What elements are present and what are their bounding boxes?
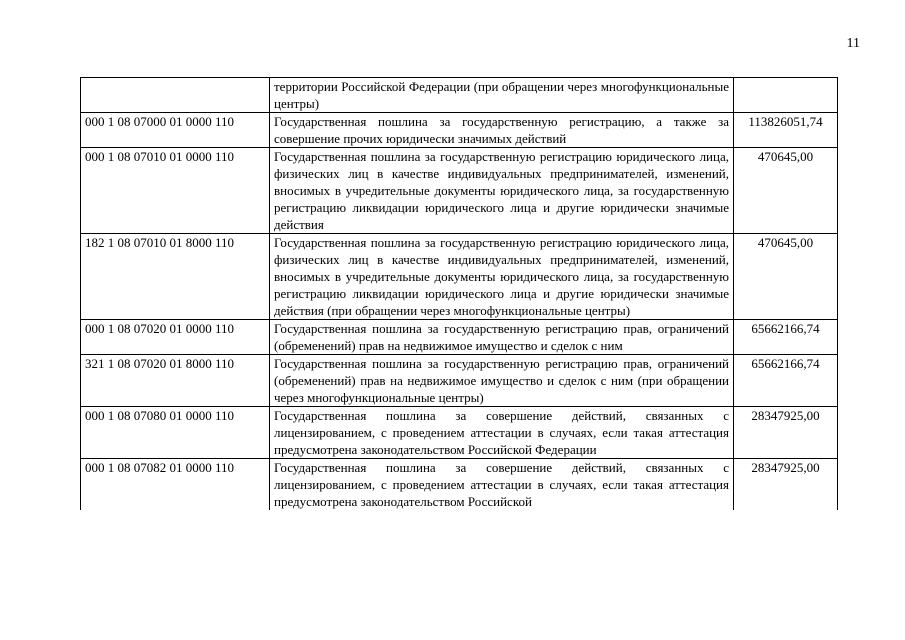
amount: 113826051,74 [734, 113, 838, 148]
revenue-description: Государственная пошлина за государственную регистрацию юридического лица, физических лиц в качестве индивидуальных предпринимателей, изменений, вносимых в учредительные документы юридического лица, за государственную регистрацию ликвидации юридического лица и другие юридически значимые действия (при обращении через многофункциональные центры) [270, 234, 734, 320]
amount [734, 78, 838, 113]
classification-code [81, 78, 270, 113]
amount: 28347925,00 [734, 459, 838, 511]
classification-code: 182 1 08 07010 01 8000 110 [81, 234, 270, 320]
revenue-description: территории Российской Федерации (при обращении через многофункциональные центры) [270, 78, 734, 113]
classification-code: 000 1 08 07010 01 0000 110 [81, 148, 270, 234]
amount: 65662166,74 [734, 320, 838, 355]
revenue-description: Государственная пошлина за государственную регистрацию, а также за совершение прочих юридически значимых действий [270, 113, 734, 148]
classification-code: 321 1 08 07020 01 8000 110 [81, 355, 270, 407]
revenue-description: Государственная пошлина за совершение действий, связанных с лицензированием, с проведением аттестации в случаях, если такая аттестация предусмотрена законодательством Российской [270, 459, 734, 511]
table-row [81, 78, 838, 113]
revenue-description: Государственная пошлина за государственную регистрацию прав, ограничений (обременений) прав на недвижимое имущество и сделок с ним (при обращении через многофункциональные центры) [270, 355, 734, 407]
table-row [81, 113, 838, 148]
revenue-description: Государственная пошлина за государственную регистрацию юридического лица, физических лиц в качестве индивидуальных предпринимателей, изменений, вносимых в учредительные документы юридического лица, за государственную регистрацию ликвидации юридического лица и другие юридически значимые действия [270, 148, 734, 234]
amount: 28347925,00 [734, 407, 838, 459]
revenue-description: Государственная пошлина за государственную регистрацию прав, ограничений (обременений) прав на недвижимое имущество и сделок с ним [270, 320, 734, 355]
classification-code: 000 1 08 07082 01 0000 110 [81, 459, 270, 511]
table-row [81, 407, 838, 459]
revenue-description: Государственная пошлина за совершение действий, связанных с лицензированием, с проведением аттестации в случаях, если такая аттестация предусмотрена законодательством Российской Федерации [270, 407, 734, 459]
page-number: 11 [846, 36, 860, 51]
amount: 65662166,74 [734, 355, 838, 407]
classification-code: 000 1 08 07080 01 0000 110 [81, 407, 270, 459]
budget-revenue-table [80, 77, 838, 510]
table-row [81, 320, 838, 355]
table-row [81, 234, 838, 320]
table-row [81, 459, 838, 511]
amount: 470645,00 [734, 234, 838, 320]
table-row [81, 355, 838, 407]
table-row [81, 148, 838, 234]
classification-code: 000 1 08 07000 01 0000 110 [81, 113, 270, 148]
amount: 470645,00 [734, 148, 838, 234]
classification-code: 000 1 08 07020 01 0000 110 [81, 320, 270, 355]
